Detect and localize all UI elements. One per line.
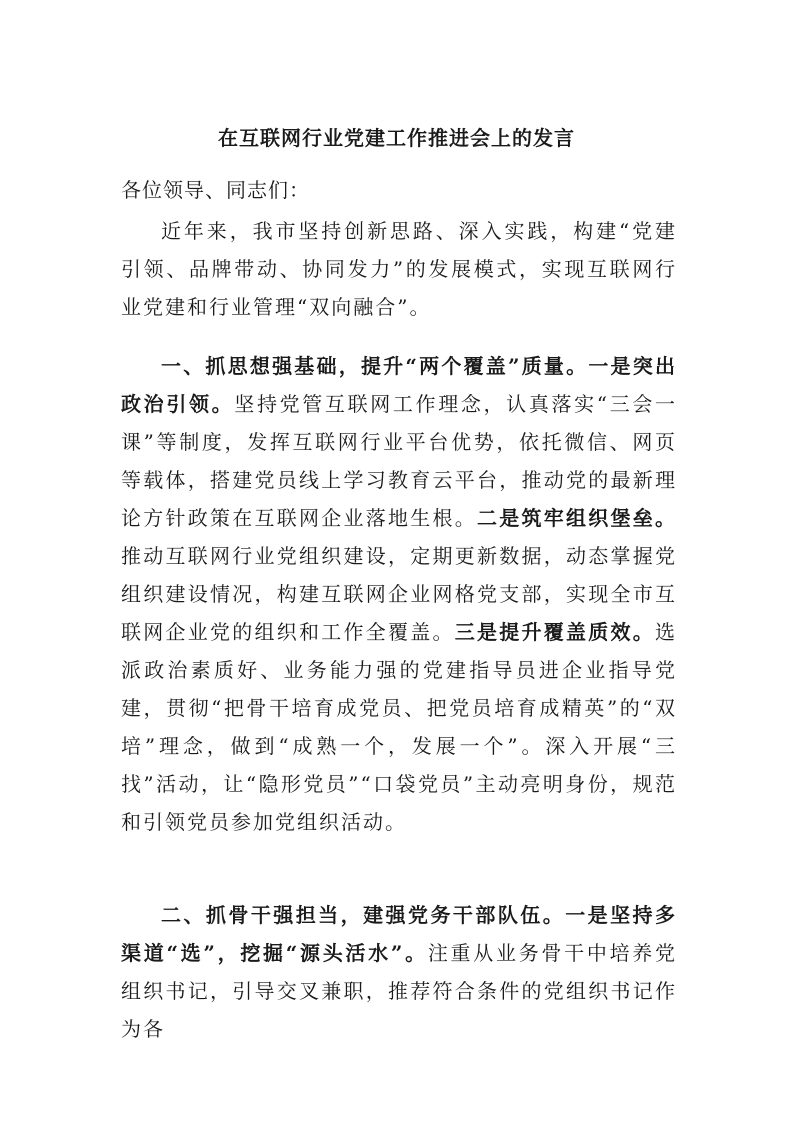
section-1-point-1-heading: 一是突出政治引领。 — [121, 354, 677, 416]
paragraph-section-2 — [121, 896, 677, 1048]
section-2-point-1-heading: 一是坚持多渠道“选”，挖掘“源头活水”。 — [121, 903, 678, 965]
section-2-heading: 二、抓骨干强担当，建强党务干部队伍。 — [161, 903, 566, 927]
section-2-point-1-text: 注重从业务骨干中培养党组织书记，引导交叉兼职，推荐符合条件的党组织书记作为各 — [121, 941, 678, 1041]
section-1-point-2-text: 推动互联网行业党组织建设，定期更新数据，动态掌握党组织建设情况，构建互联网企业网格党支部，实现全市互联网企业党的组织和工作全覆盖。 — [121, 544, 677, 644]
document-title: 在互联网行业党建工作推进会上的发言 — [218, 126, 575, 150]
salutation: 各位领导、同志们： — [121, 178, 310, 202]
section-1-point-3-text: 选派政治素质好、业务能力强的党建指导员进企业指导党建，贯彻“把骨干培育成党员、把党员培育成精英”的“双培”理念，做到“成熟一个，发展一个”。深入开展“三找”活动，让“隐形党员”“口袋党员”主动亮明身份，规范和引领党员参加党组织活动。 — [121, 620, 677, 834]
section-1-point-1-text: 坚持党管互联网工作理念，认真落实“三会一课”等制度，发挥互联网行业平台优势，依托微信、网页等载体，搭建党员线上学习教育云平台，推动党的最新理论方针政策在互联网企业落地生根。 — [121, 392, 678, 530]
paragraph-intro — [121, 212, 677, 326]
section-1-point-2-heading: 二是筑牢组织堡垒。 — [477, 506, 677, 530]
section-1-point-3-heading: 三是提升覆盖质效。 — [454, 620, 655, 644]
intro-text: 近年来，我市坚持创新思路、深入实践，构建“党建引领、品牌带动、协同发力”的发展模式，实现互联网行业党建和行业管理“双向融合”。 — [121, 219, 677, 319]
paragraph-section-1 — [121, 347, 677, 841]
section-1-heading: 一、抓思想强基础，提升“两个覆盖”质量。 — [161, 354, 589, 378]
